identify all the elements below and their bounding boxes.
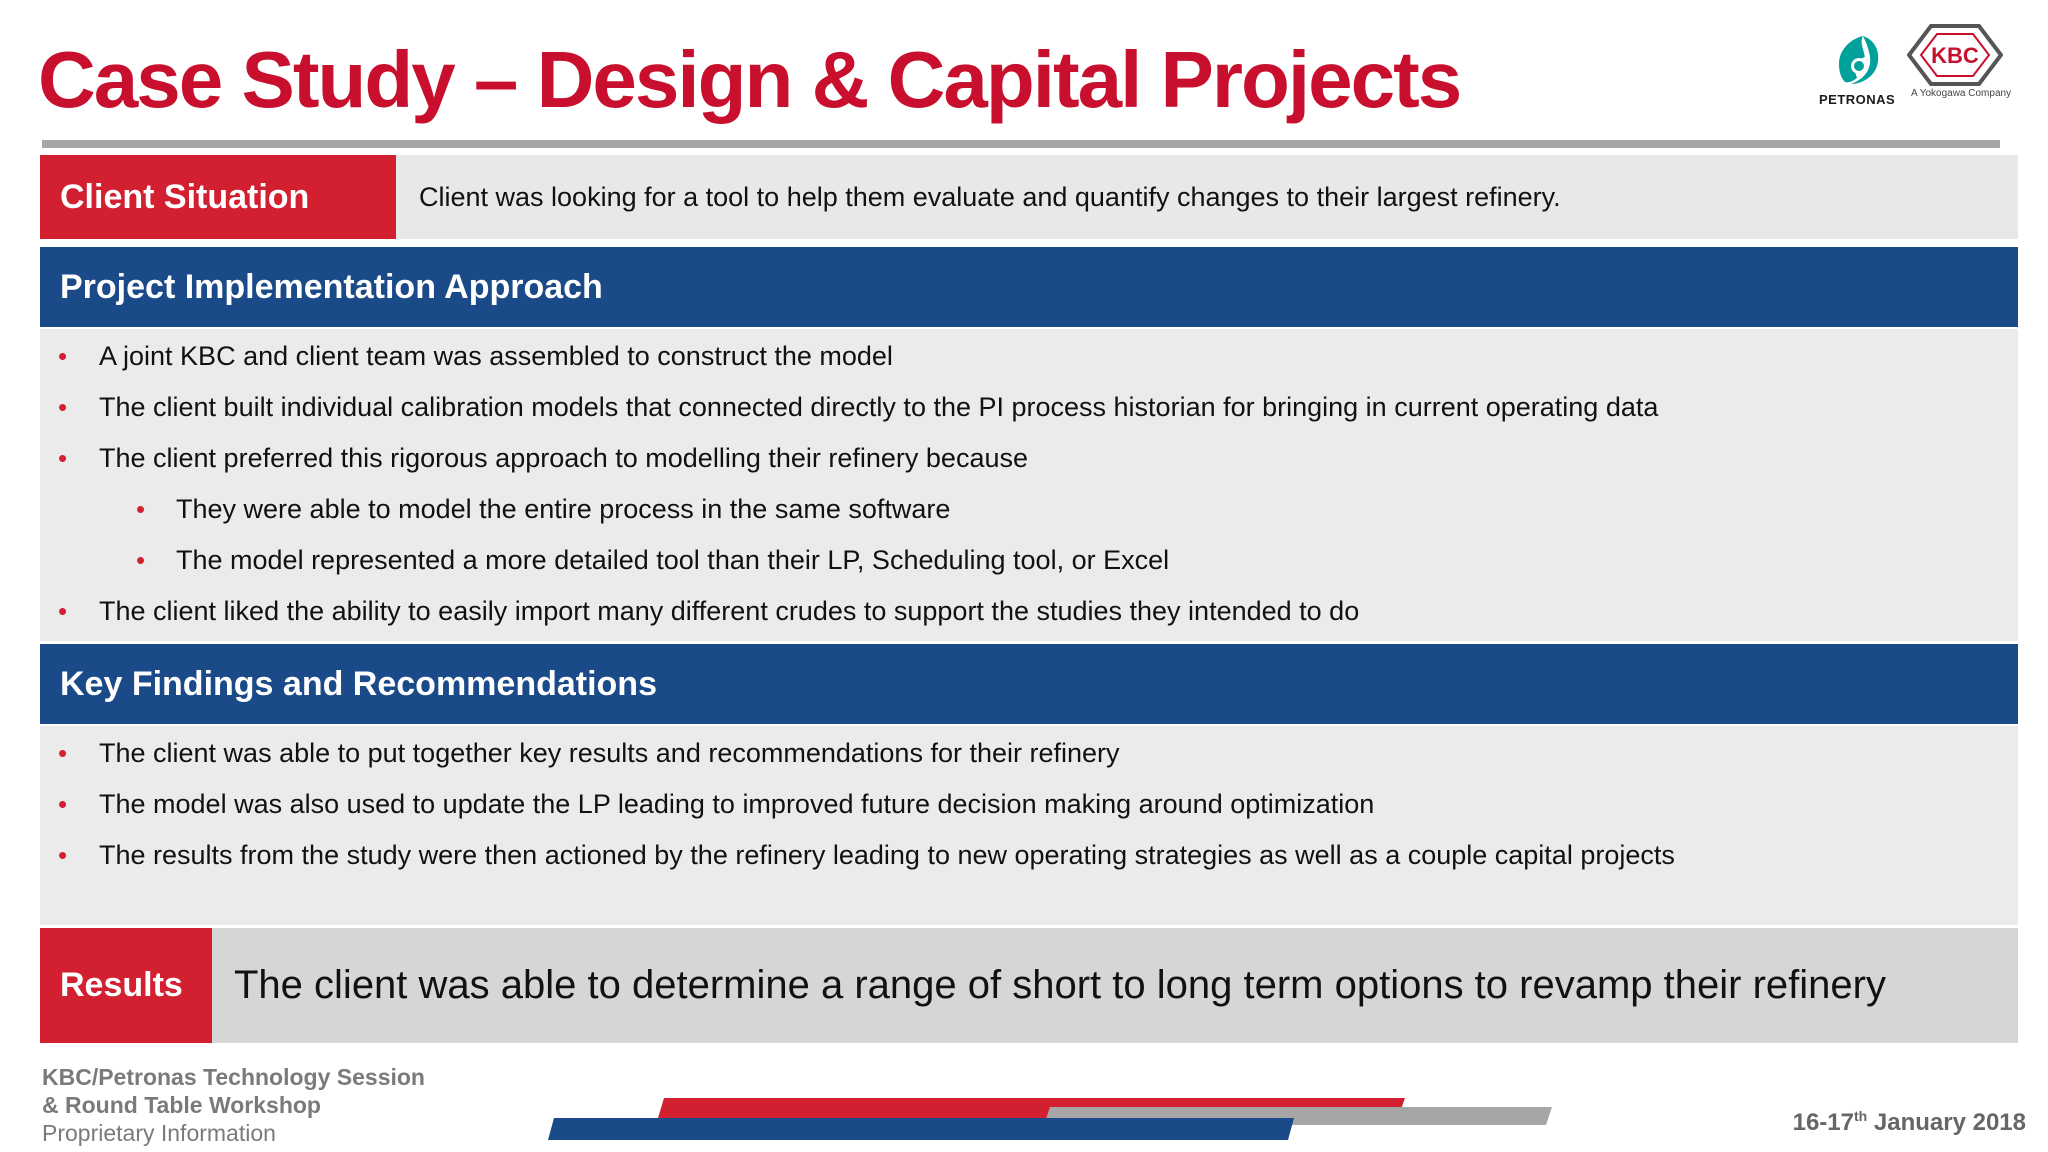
list-item: • The client liked the ability to easily import many different crudes to support the studies they intended to do (40, 586, 2018, 637)
client-situation-label: Client Situation (40, 155, 396, 239)
list-item: • The client built individual calibration models that connected directly to the PI process historian for bringing in current operating data (40, 382, 2018, 433)
list-item: • The client preferred this rigorous approach to modelling their refinery because (40, 433, 2018, 484)
results-row (40, 928, 2018, 1043)
approach-body (40, 329, 2018, 641)
title-divider (42, 140, 2000, 148)
petronas-wordmark: PETRONAS (1819, 92, 1896, 107)
findings-bullet-list (40, 728, 2018, 881)
client-situation-text: Client was looking for a tool to help them evaluate and quantify changes to their largest refinery. (419, 182, 1561, 212)
approach-bullet-list (40, 331, 2018, 637)
footer-event-line1: KBC/Petronas Technology Session (42, 1064, 425, 1090)
bullet-dot-icon: • (58, 596, 68, 626)
kbc-tagline: A Yokogawa Company (1911, 88, 2012, 99)
bullet-dot-icon: • (58, 789, 68, 819)
kbc-logo-text: KBC (1931, 43, 1979, 68)
bullet-dot-icon: • (136, 545, 146, 575)
page-title: Case Study – Design & Capital Projects (38, 35, 1461, 124)
logo-area (1815, 22, 2012, 112)
list-item: • They were able to model the entire process in the same software (40, 484, 2018, 535)
blue-stripe (548, 1118, 1294, 1140)
findings-body (40, 726, 2018, 925)
bullet-dot-icon: • (58, 341, 68, 371)
results-label: Results (40, 928, 212, 1043)
findings-heading: Key Findings and Recommendations (40, 644, 2018, 724)
list-item: • The results from the study were then actioned by the refinery leading to new operating strategies as well as a couple capital projects (40, 830, 2018, 881)
footer-stripes-decoration (540, 1095, 1560, 1143)
bullet-dot-icon: • (58, 840, 68, 870)
results-text: The client was able to determine a range of short to long term options to revamp their refinery (234, 963, 1886, 1007)
footer-event-line2: & Round Table Workshop (42, 1092, 321, 1118)
client-situation-row (40, 155, 2018, 239)
footer-info (42, 1063, 425, 1147)
kbc-logo-icon (1907, 24, 2003, 86)
approach-heading: Project Implementation Approach (40, 247, 2018, 327)
bullet-dot-icon: • (58, 738, 68, 768)
footer-proprietary: Proprietary Information (42, 1120, 276, 1146)
list-item: • The model represented a more detailed tool than their LP, Scheduling tool, or Excel (40, 535, 2018, 586)
footer-date: 16-17th January 2018 (1792, 1108, 2026, 1136)
list-item: • A joint KBC and client team was assembled to construct the model (40, 331, 2018, 382)
bullet-dot-icon: • (58, 392, 68, 422)
list-item: • The client was able to put together key results and recommendations for their refinery (40, 728, 2018, 779)
list-item: • The model was also used to update the LP leading to improved future decision making around optimization (40, 779, 2018, 830)
bullet-dot-icon: • (136, 494, 146, 524)
bullet-dot-icon: • (58, 443, 68, 473)
